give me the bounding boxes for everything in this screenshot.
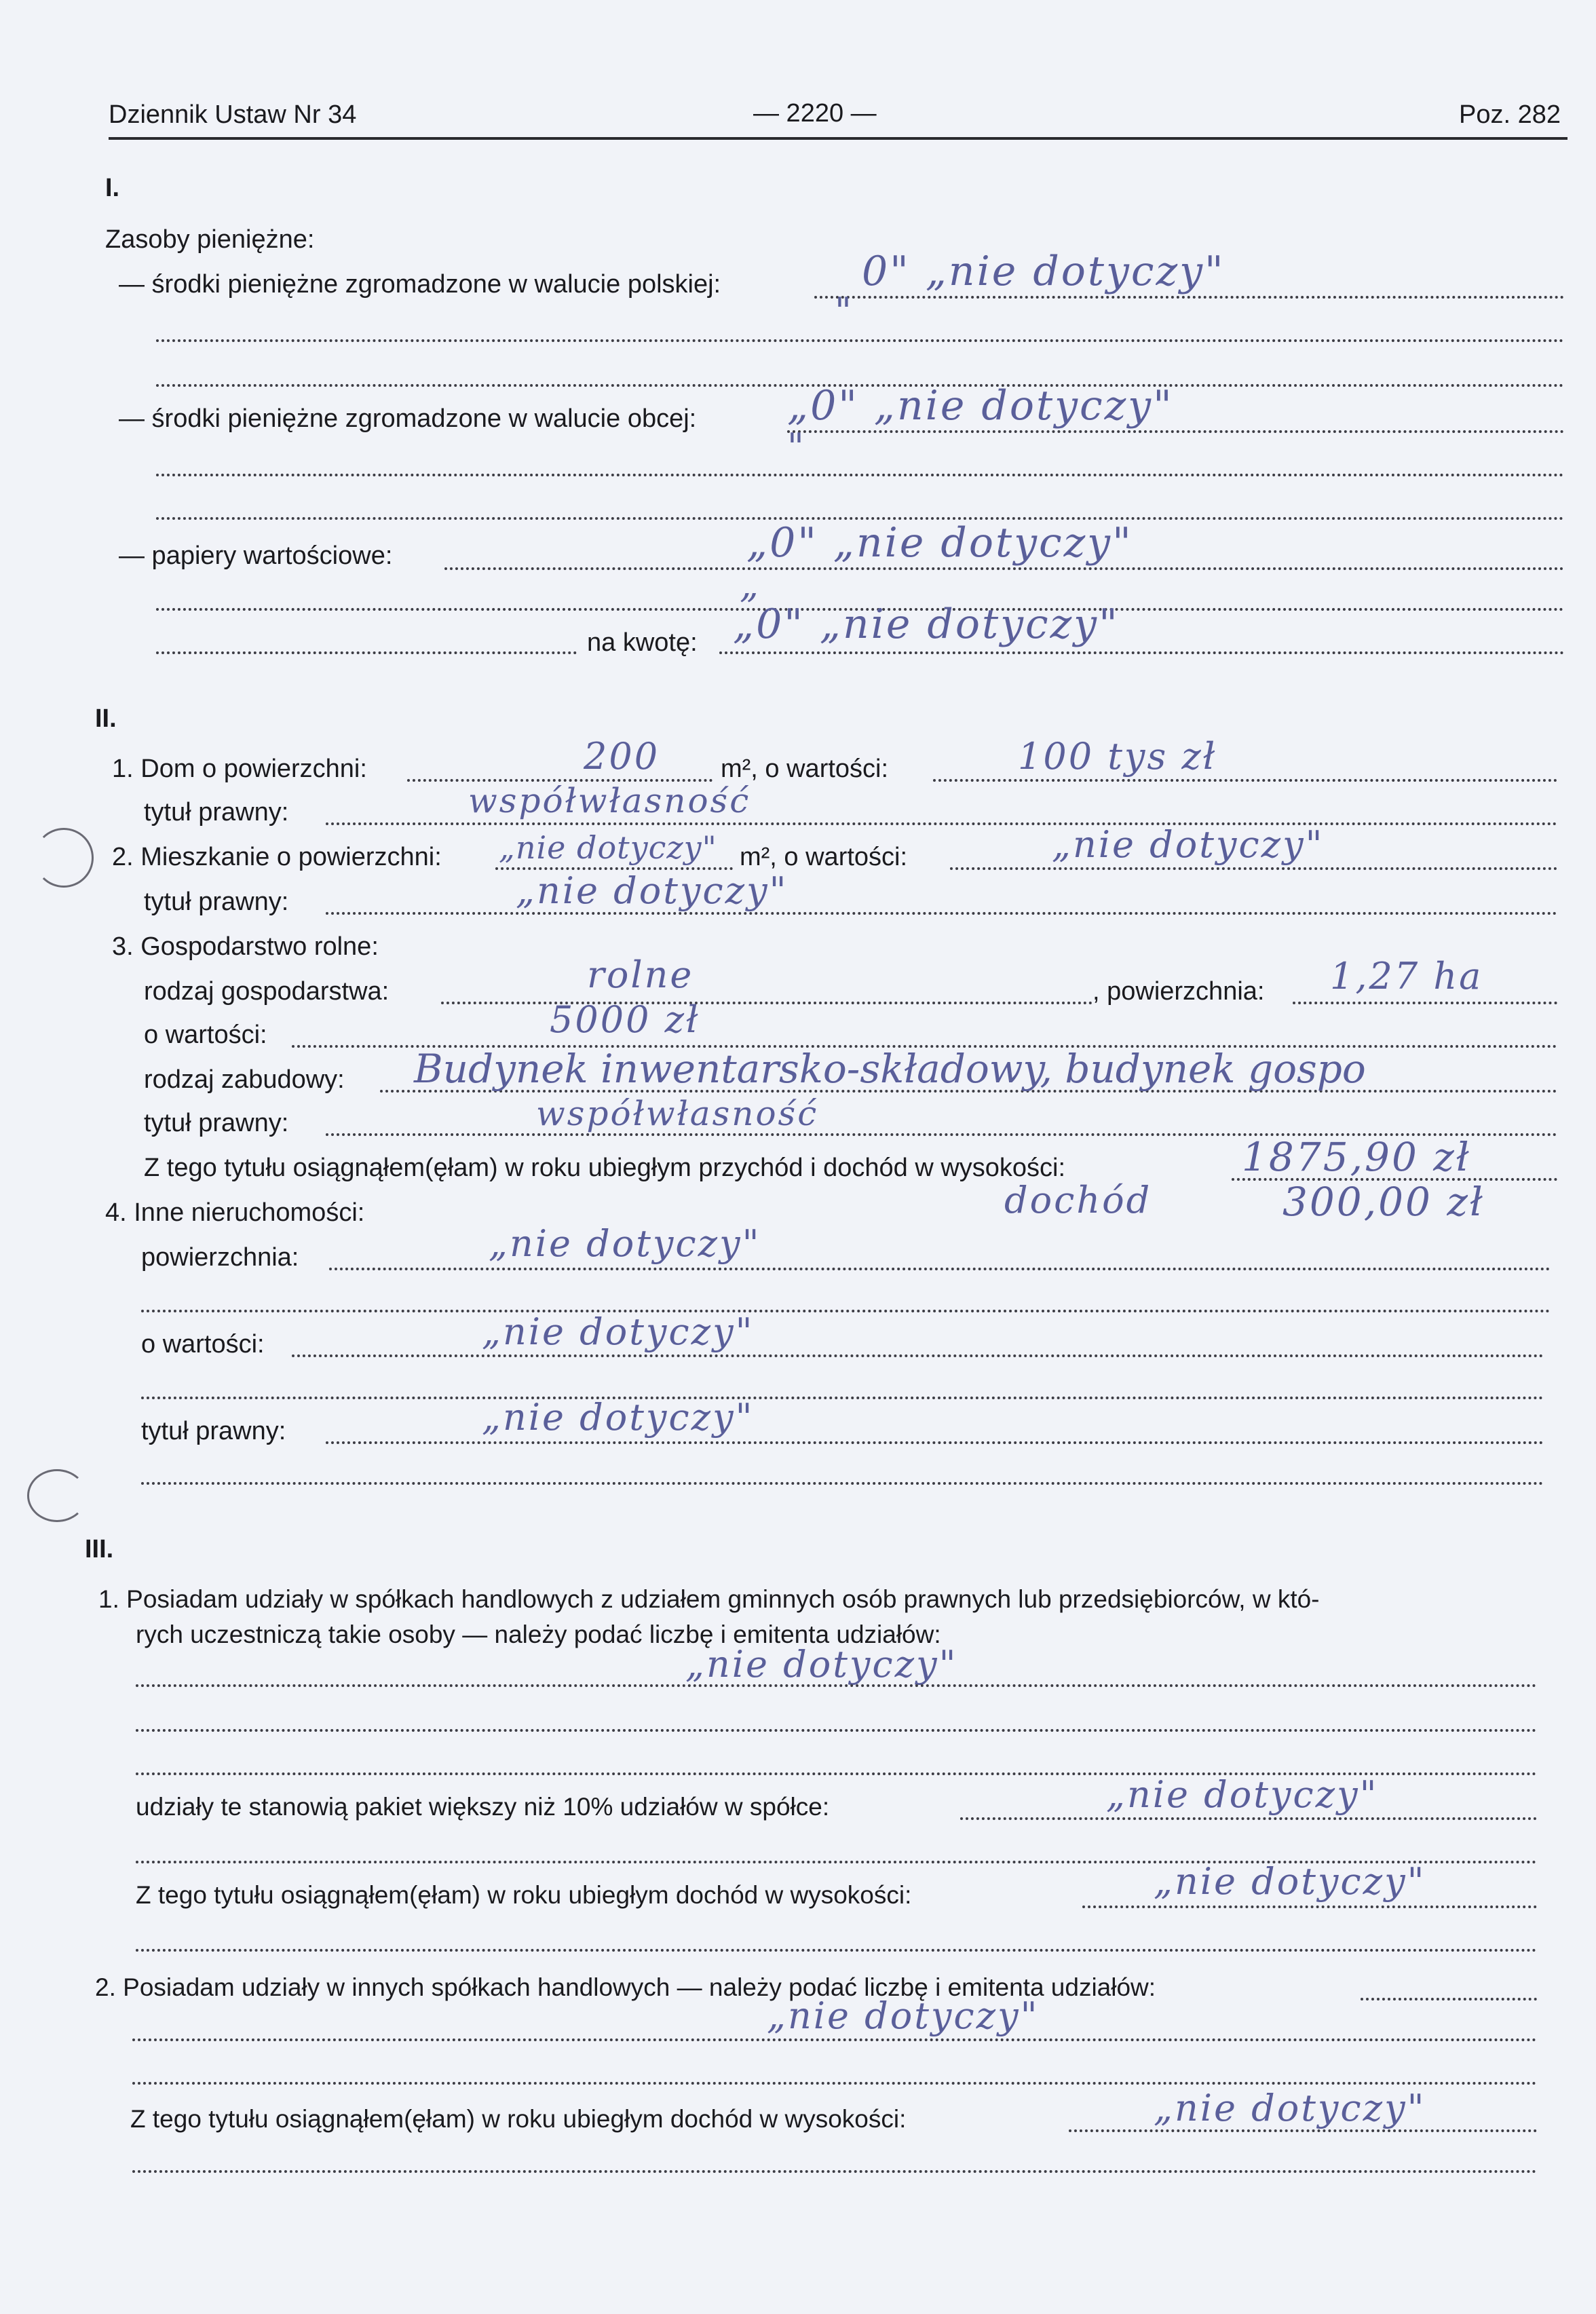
farm-build-handwritten: Budynek inwentarsko-składowy, budynek gospo: [414, 1046, 1366, 1092]
header-journal: Dziennik Ustaw Nr 34: [109, 100, 357, 129]
flat-area-handwritten: „nie dotyczy": [499, 829, 717, 866]
house-area-handwritten: 200: [584, 735, 660, 778]
farm-title-handwritten: współwłasność: [536, 1094, 819, 1133]
shares-income2-label: Z tego tytułu osiągnąłem(ęłam) w roku ubiegłym dochód w wysokości:: [130, 2105, 907, 2133]
pln-line: [814, 296, 1564, 299]
foreign-handwritten: „0" „nie dotyczy": [787, 382, 1174, 430]
flat-value-handwritten: „nie dotyczy": [1052, 823, 1325, 866]
shares-p1-line1: 1. Posiadam udziały w spółkach handlowych z udziałem gminnych osób prawnych lub przedsiębiorców, w któ-: [98, 1585, 1320, 1613]
other-value-label: o wartości:: [141, 1330, 265, 1359]
foreign-line: [787, 430, 1564, 433]
farm-area-handwritten: 1,27 ha: [1330, 955, 1483, 998]
punch-hole-top: [34, 828, 94, 888]
shares-p1-handwritten: „nie dotyczy": [685, 1643, 958, 1686]
pakiet-handwritten: „nie dotyczy": [1106, 1773, 1379, 1816]
amount-lead-line: [156, 651, 577, 654]
house-title-label: tytuł prawny:: [144, 798, 289, 827]
shares-p1-line2: rych uczestniczą takie osoby — należy podać liczbę i emitenta udziałów:: [136, 1620, 941, 1648]
shares-p1-line-b: [136, 1729, 1537, 1732]
shares-income-line: [1082, 1905, 1537, 1908]
farm-income-handwritten: 1875,90 zł: [1242, 1134, 1471, 1180]
other-title-line-2: [141, 1482, 1544, 1485]
amount-handwritten: „0" „nie dotyczy": [733, 601, 1120, 648]
shares-income2-line-2: [132, 2170, 1537, 2173]
shares-p2-line-a: [132, 2038, 1537, 2041]
shares-income2-line: [1069, 2129, 1537, 2132]
pln-quote-mark: ": [835, 290, 854, 333]
farm-kind-handwritten: rolne: [587, 953, 694, 996]
section-i-title: Zasoby pieniężne:: [105, 225, 315, 254]
other-area-line-2: [141, 1310, 1551, 1312]
flat-value-line: [950, 867, 1557, 870]
securities-line: [444, 567, 1564, 570]
shares-p1-line-a: [136, 1684, 1537, 1687]
farm-title-label: tytuł prawny:: [144, 1109, 289, 1137]
pakiet-label: udziały te stanowią pakiet większy niż 10% udziałów w spółce:: [136, 1793, 830, 1821]
section-ii-number: II.: [95, 704, 117, 733]
shares-income-handwritten: „nie dotyczy": [1154, 1860, 1426, 1903]
farm-value-label: o wartości:: [144, 1021, 267, 1049]
pln-line-2: [156, 339, 1564, 342]
foreign-line-2: [156, 474, 1564, 476]
farm-income-note-handwritten: dochód: [1004, 1179, 1152, 1221]
flat-title-line: [326, 912, 1557, 915]
amount-label: na kwotę:: [587, 628, 698, 657]
house-label: 1. Dom o powierzchni:: [112, 755, 367, 783]
shares-income-label: Z tego tytułu osiągnąłem(ęłam) w roku ubiegłym dochód w wysokości:: [136, 1881, 912, 1909]
farm-income2-handwritten: 300,00 zł: [1282, 1179, 1485, 1225]
foreign-label: — środki pieniężne zgromadzone w walucie obcej:: [119, 404, 697, 433]
other-title-line: [326, 1441, 1544, 1444]
pln-label: — środki pieniężne zgromadzone w walucie polskiej:: [119, 270, 721, 299]
header-position: Poz. 282: [1459, 100, 1561, 129]
other-area-label: powierzchnia:: [141, 1243, 299, 1272]
header-page-number: — 2220 —: [753, 99, 877, 128]
punch-hole-bottom: [27, 1469, 87, 1522]
other-area-handwritten: „nie dotyczy": [489, 1222, 761, 1265]
farm-kind-label: rodzaj gospodarstwa:: [144, 977, 390, 1006]
other-area-line: [329, 1268, 1551, 1270]
other-title-handwritten: „nie dotyczy": [482, 1396, 755, 1439]
house-value-handwritten: 100 tys zł: [1018, 735, 1217, 778]
other-label: 4. Inne nieruchomości:: [105, 1198, 365, 1227]
farm-kind-line: [441, 1002, 1092, 1004]
section-iii-number: III.: [85, 1535, 114, 1563]
pakiet-line: [960, 1817, 1537, 1820]
house-title-handwritten: współwłasność: [468, 781, 751, 820]
pln-handwritten: 0" „nie dotyczy": [862, 248, 1226, 295]
flat-title-handwritten: „nie dotyczy": [516, 869, 788, 912]
farm-value-handwritten: 5000 zł: [550, 998, 700, 1041]
other-value-line: [292, 1354, 1544, 1357]
shares-p2-line1: 2. Posiadam udziały w innych spółkach handlowych — należy podać liczbę i emitenta udziałów:: [95, 1973, 1156, 2001]
flat-title-label: tytuł prawny:: [144, 888, 289, 916]
header-rule: [109, 137, 1568, 140]
shares-income2-handwritten: „nie dotyczy": [1154, 2087, 1426, 2129]
farm-area-line: [1293, 1002, 1557, 1004]
securities-label: — papiery wartościowe:: [119, 542, 393, 570]
flat-label: 2. Mieszkanie o powierzchni:: [112, 843, 442, 871]
other-title-label: tytuł prawny:: [141, 1417, 286, 1445]
other-value-line-2: [141, 1397, 1544, 1399]
foreign-quote-mark: ": [787, 425, 806, 468]
shares-p2-line-b: [132, 2082, 1537, 2085]
farm-income-label: Z tego tytułu osiągnąłem(ęłam) w roku ubiegłym przychód i dochód w wysokości:: [144, 1154, 1066, 1182]
securities-quote-mark: „: [740, 563, 761, 606]
house-title-line: [326, 822, 1557, 825]
securities-handwritten: „0" „nie dotyczy": [746, 519, 1133, 567]
shares-income-line-2: [136, 1949, 1537, 1952]
amount-line: [719, 651, 1564, 654]
shares-p2-handwritten: „nie dotyczy": [767, 1994, 1040, 2037]
farm-build-label: rodzaj zabudowy:: [144, 1065, 345, 1094]
farm-label: 3. Gospodarstwo rolne:: [112, 932, 379, 961]
flat-m2-value-label: m², o wartości:: [740, 843, 908, 871]
farm-area-label: , powierzchnia:: [1092, 977, 1265, 1006]
shares-p2-line: [1361, 1998, 1537, 2000]
house-value-line: [933, 779, 1557, 782]
section-i-number: I.: [105, 174, 120, 202]
house-m2-value-label: m², o wartości:: [721, 755, 889, 783]
other-value-handwritten: „nie dotyczy": [482, 1310, 755, 1353]
